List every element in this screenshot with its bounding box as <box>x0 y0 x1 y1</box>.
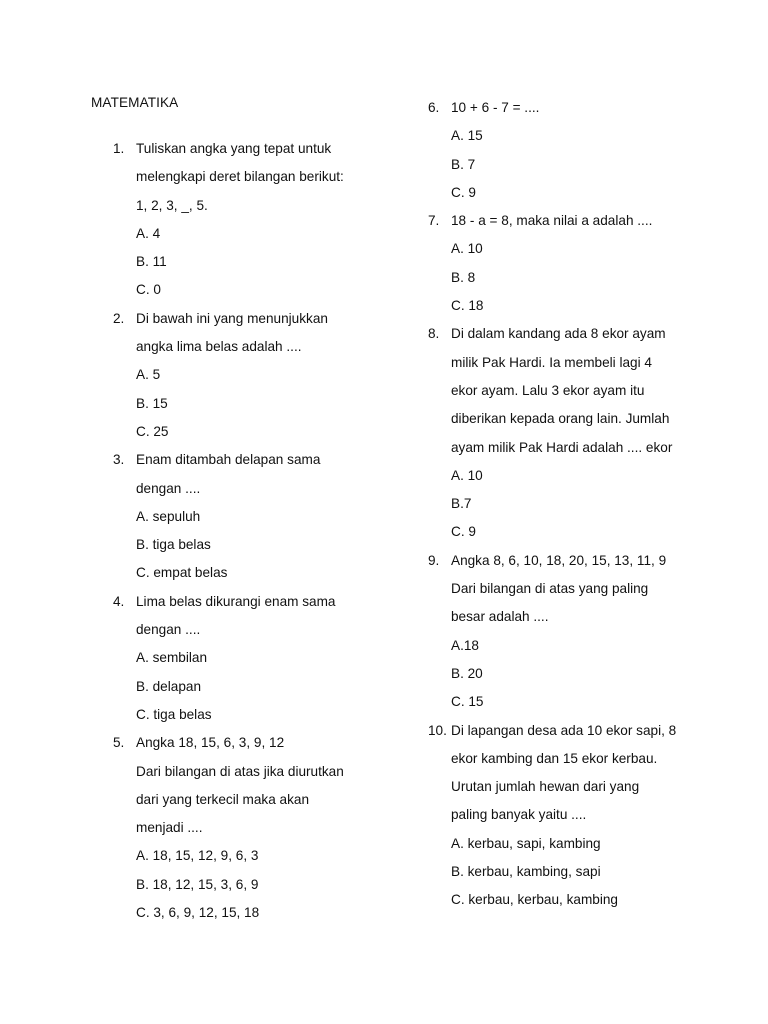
question-text-line: Tuliskan angka yang tepat untuk <box>136 141 332 156</box>
question-text-line: dari yang terkecil maka akan <box>136 791 310 807</box>
question-item <box>113 588 413 729</box>
answer-option: B. delapan <box>136 678 202 694</box>
question-text-line: ekor kambing dan 15 ekor kerbau. <box>451 750 658 766</box>
question-number: 9. <box>428 552 440 568</box>
answer-option: A. 4 <box>136 225 161 241</box>
question-text-line: Urutan jumlah hewan dari yang <box>451 779 640 795</box>
question-text-line: Di lapangan desa ada 10 ekor sapi, 8 <box>451 722 677 738</box>
question-number: 10. <box>428 722 447 738</box>
question-number: 5. <box>113 735 125 751</box>
question-text-line: besar adalah .... <box>451 609 549 625</box>
question-text-line: Angka 18, 15, 6, 3, 9, 12 <box>136 735 285 751</box>
question-text-line: ayam milik Pak Hardi adalah .... ekor <box>451 439 673 455</box>
answer-option: B.7 <box>451 496 472 512</box>
question-number: 2. <box>113 310 125 326</box>
answer-option: C. 9 <box>451 184 476 200</box>
question-number: 4. <box>113 593 125 609</box>
answer-option: C. 9 <box>451 524 476 540</box>
question-text-line: 18 - a = 8, maka nilai a adalah .... <box>451 213 653 229</box>
answer-option: B. 8 <box>451 269 476 285</box>
answer-option: C. tiga belas <box>136 706 212 722</box>
answer-option: A. 5 <box>136 367 161 383</box>
question-text-line: paling banyak yaitu .... <box>451 807 587 823</box>
question-text-line: dengan .... <box>136 480 201 496</box>
question-text-line: angka lima belas adalah .... <box>136 339 302 355</box>
question-text-line: 10 + 6 - 7 = .... <box>451 100 540 115</box>
answer-option: A. 15 <box>451 128 483 144</box>
answer-option: B. 11 <box>136 254 167 270</box>
question-item <box>428 547 748 717</box>
answer-option: C. 3, 6, 9, 12, 15, 18 <box>136 905 260 921</box>
question-item <box>113 446 413 587</box>
document-title: MATEMATIKA <box>91 95 179 110</box>
answer-option: A. sembilan <box>136 650 208 666</box>
answer-option: A.18 <box>451 637 479 653</box>
answer-option: B. tiga belas <box>136 537 211 553</box>
answer-option: B. 7 <box>451 156 476 172</box>
question-text-line: diberikan kepada orang lain. Jumlah <box>451 411 670 427</box>
question-text-line: melengkapi deret bilangan berikut: <box>136 169 344 185</box>
question-text-line: menjadi .... <box>136 820 203 836</box>
answer-option: C. 18 <box>451 298 484 314</box>
question-item <box>428 717 748 915</box>
question-number: 7. <box>428 213 440 229</box>
question-number: 3. <box>113 452 125 468</box>
left-column <box>113 135 413 927</box>
question-text-line: Di bawah ini yang menunjukkan <box>136 310 328 326</box>
question-number: 1. <box>113 141 125 156</box>
answer-option: C. 0 <box>136 282 161 298</box>
answer-option: C. 25 <box>136 423 169 439</box>
answer-option: C. empat belas <box>136 565 228 581</box>
question-item <box>113 729 413 927</box>
question-text-line: Enam ditambah delapan sama <box>136 452 321 468</box>
question-text-line: Di dalam kandang ada 8 ekor ayam <box>451 326 666 342</box>
question-text-line: Dari bilangan di atas jika diurutkan <box>136 763 344 779</box>
answer-option: A. 10 <box>451 467 483 483</box>
question-text-line: Angka 8, 6, 10, 18, 20, 15, 13, 11, 9 <box>451 552 667 568</box>
question-text-line: Dari bilangan di atas yang paling <box>451 581 649 597</box>
question-text-line: milik Pak Hardi. Ia membeli lagi 4 <box>451 354 652 370</box>
question-item <box>113 135 413 305</box>
answer-option: B. 15 <box>136 395 168 411</box>
question-item <box>113 305 413 446</box>
answer-option: B. kerbau, kambing, sapi <box>451 864 601 880</box>
question-text-line: Lima belas dikurangi enam sama <box>136 593 336 609</box>
answer-option: A. sepuluh <box>136 508 201 524</box>
question-item <box>428 207 748 320</box>
answer-option: C. kerbau, kerbau, kambing <box>451 892 618 908</box>
answer-option: A. 18, 15, 12, 9, 6, 3 <box>136 848 259 864</box>
right-column <box>428 94 748 915</box>
question-item <box>428 320 748 546</box>
answer-option: B. 20 <box>451 665 483 681</box>
question-text-line: ekor ayam. Lalu 3 ekor ayam itu <box>451 382 645 398</box>
question-item <box>428 94 748 207</box>
question-number: 8. <box>428 326 440 342</box>
question-text-line: dengan .... <box>136 622 201 638</box>
answer-option: A. 10 <box>451 241 483 257</box>
question-number: 6. <box>428 100 440 115</box>
answer-option: C. 15 <box>451 694 484 710</box>
answer-option: B. 18, 12, 15, 3, 6, 9 <box>136 876 259 892</box>
question-text-line: 1, 2, 3, _, 5. <box>136 197 208 213</box>
answer-option: A. kerbau, sapi, kambing <box>451 835 601 851</box>
